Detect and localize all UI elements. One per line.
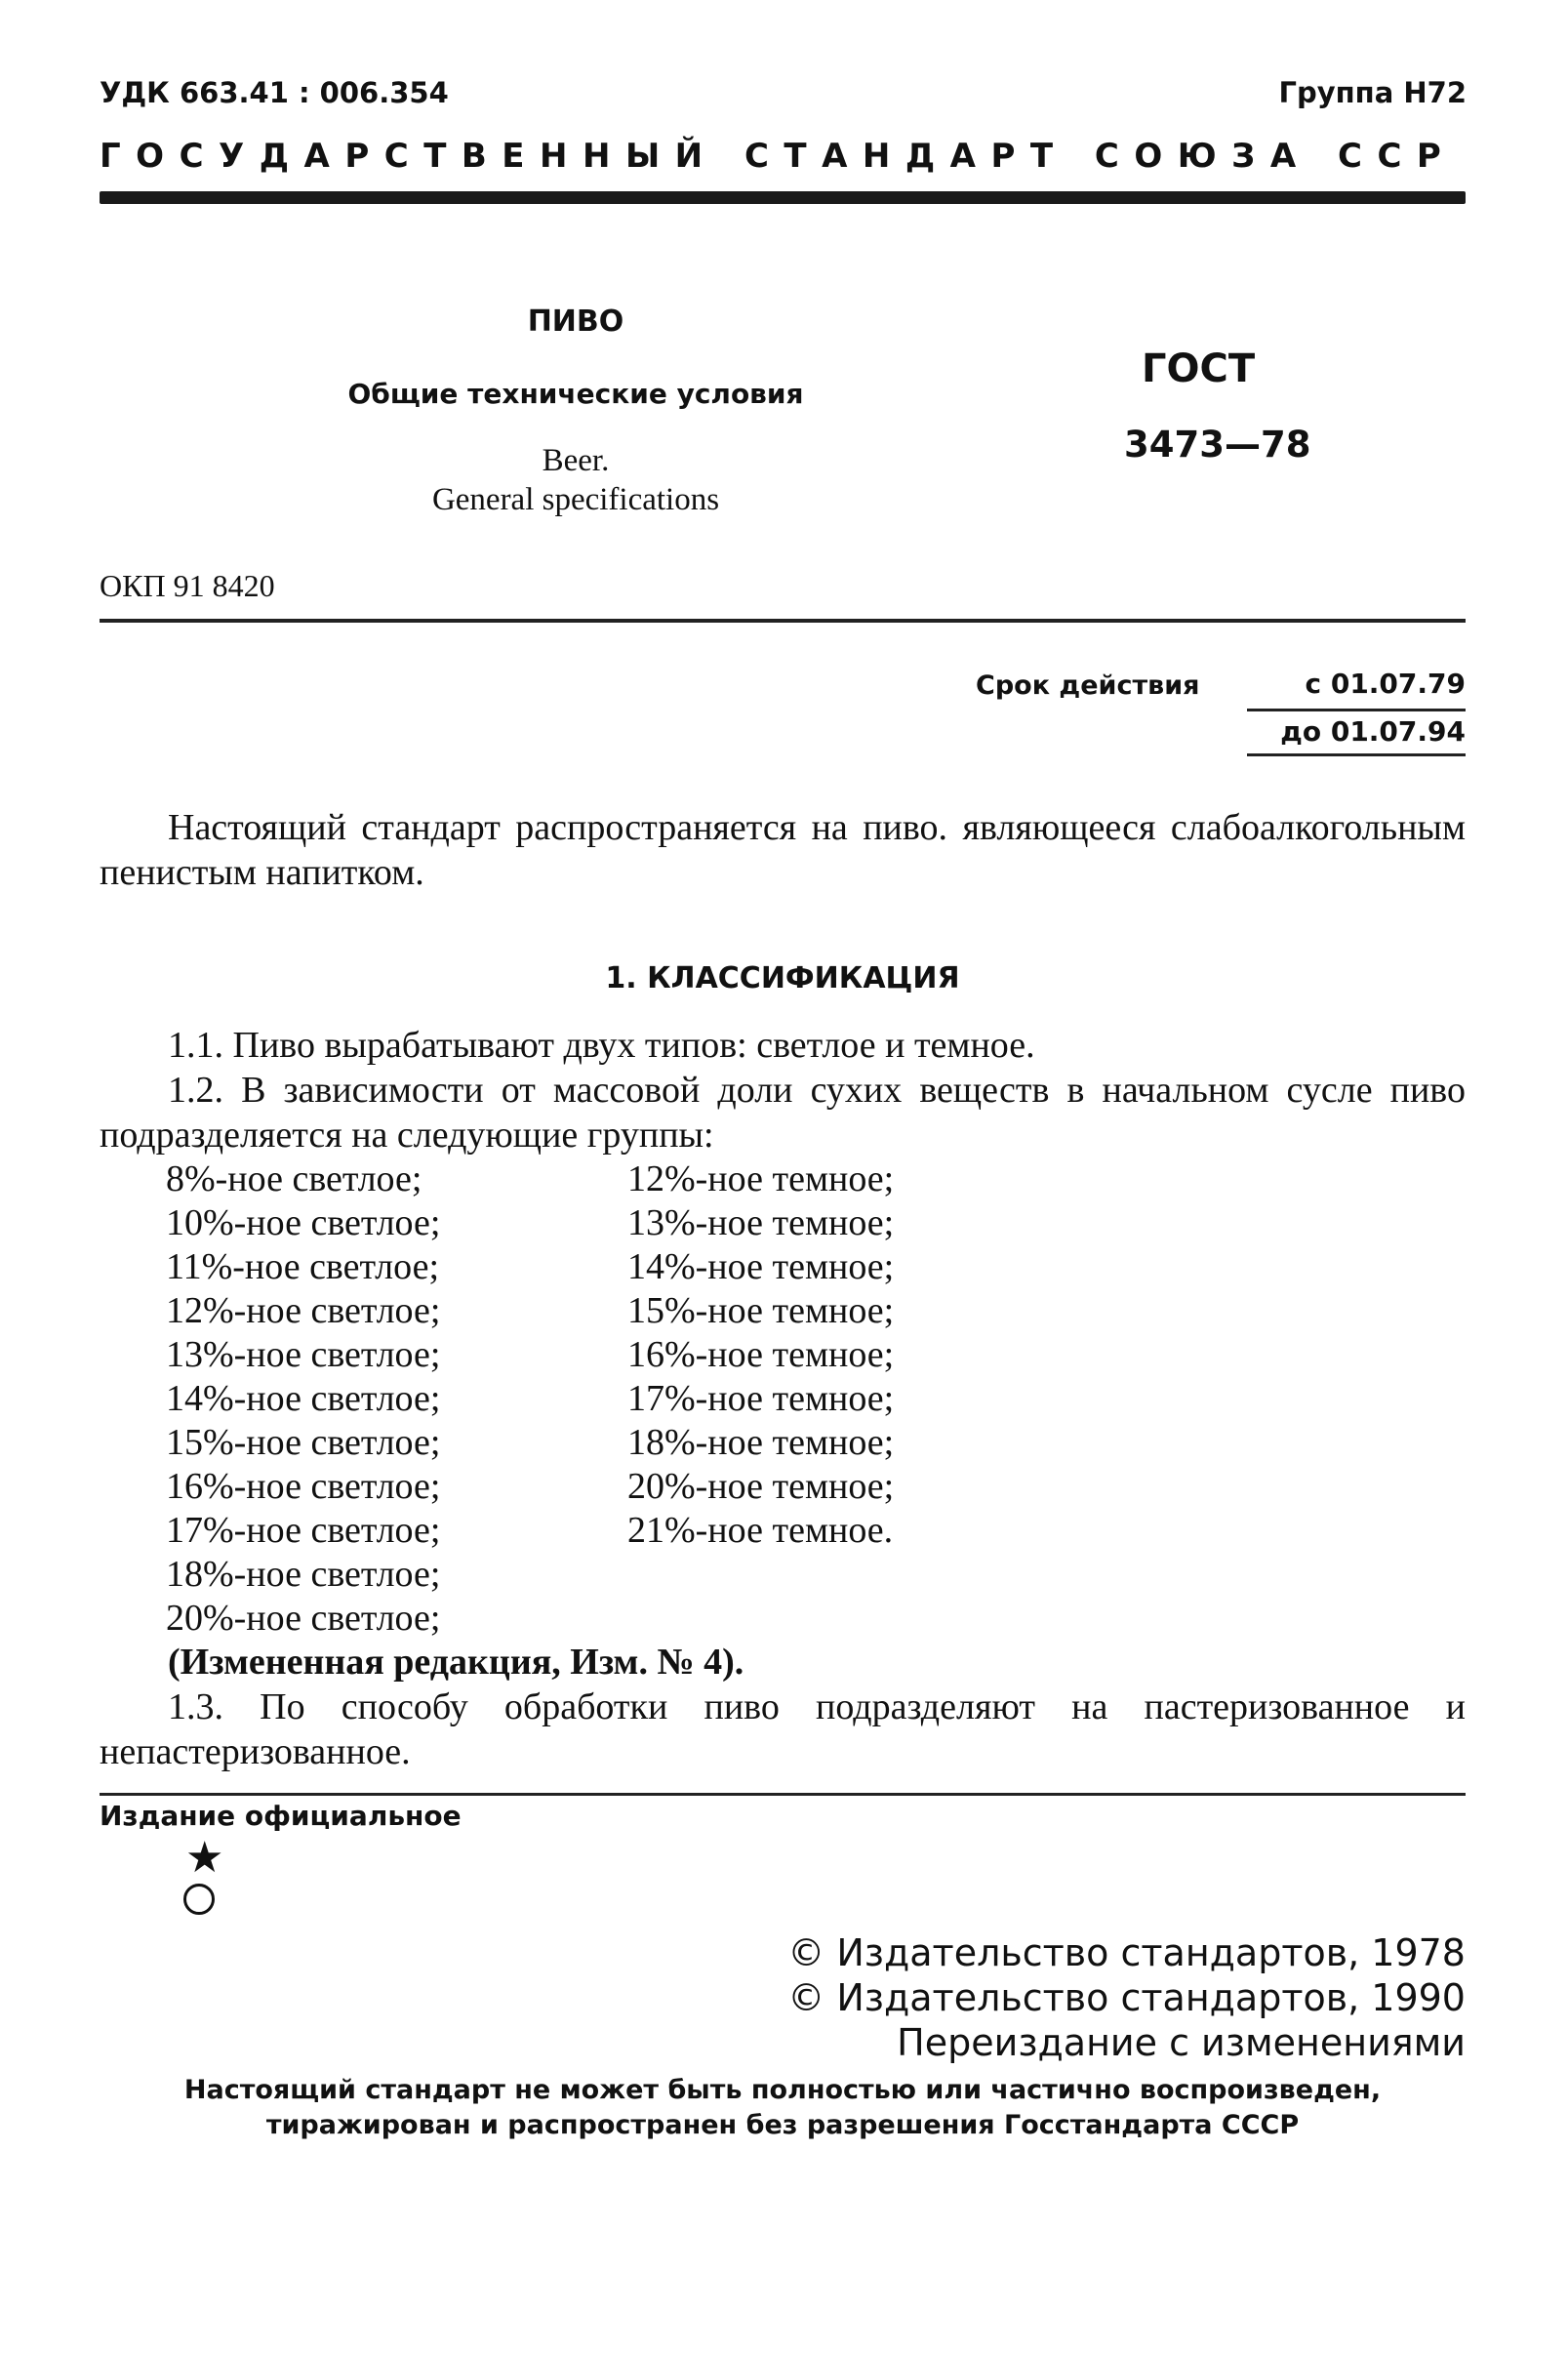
section-heading: 1. КЛАССИФИКАЦИЯ (605, 961, 960, 995)
list-item: 15%-ное светлое; (166, 1422, 441, 1463)
list-item: 10%-ное светлое; (166, 1202, 441, 1243)
list-item: 14%-ное светлое; (166, 1378, 441, 1419)
clause-1-2: 1.2. В зависимости от массовой доли сухих веществ в начальном сусле пиво подразделяется на следующие группы: (100, 1070, 1466, 1156)
reproduction-notice: Настоящий стандарт не может быть полностью или частично воспроизведен, тиражирован и распространен без разрешения Госстандарта СССР (183, 2075, 1382, 2140)
circle-icon (183, 1884, 215, 1915)
validity-from: с 01.07.79 (1305, 668, 1466, 700)
copyright-1978: © Издательство стандартов, 1978 (787, 1931, 1466, 1974)
list-item: 20%-ное темное; (627, 1466, 895, 1507)
english-title: Beer. (542, 443, 610, 478)
list-item: 11%-ное светлое; (166, 1246, 440, 1287)
state-standard-title: ГОСУДАРСТВЕННЫЙ СТАНДАРТ СОЮЗА ССР (100, 137, 1457, 176)
validity-underline (1247, 753, 1466, 756)
list-item: 20%-ное светлое; (166, 1598, 441, 1639)
validity-underline (1247, 709, 1466, 711)
list-item: 13%-ное светлое; (166, 1334, 441, 1375)
footer-divider (100, 1793, 1466, 1796)
divider (100, 619, 1466, 623)
list-item: 21%-ное темное. (627, 1510, 894, 1551)
list-item: 15%-ное темное; (627, 1290, 895, 1331)
amendment-note: (Измененная редакция, Изм. № 4). (168, 1642, 744, 1683)
validity-label: Срок действия (976, 670, 1200, 701)
star-icon: ★ (185, 1834, 224, 1882)
list-item: 16%-ное темное; (627, 1334, 895, 1375)
clause-1-1: 1.1. Пиво вырабатывают двух типов: светлое и темное. (168, 1025, 1035, 1066)
reissue-note: Переиздание с изменениями (897, 2021, 1466, 2064)
list-item: 18%-ное темное; (627, 1422, 895, 1463)
list-item: 12%-ное темное; (627, 1158, 895, 1199)
list-item: 14%-ное темное; (627, 1246, 895, 1287)
edition-label: Издание официальное (100, 1800, 462, 1832)
list-item: 12%-ное светлое; (166, 1290, 441, 1331)
gost-label: ГОСТ (1142, 346, 1256, 391)
okp-code: ОКП 91 8420 (100, 568, 275, 603)
list-item: 18%-ное светлое; (166, 1554, 441, 1595)
title-block (293, 304, 859, 519)
light-beer-groups (166, 1157, 440, 1641)
validity-to: до 01.07.94 (1280, 715, 1466, 748)
list-item: 8%-ное светлое; (166, 1158, 422, 1199)
dark-beer-groups (627, 1157, 894, 1553)
header-divider (100, 191, 1466, 204)
copyright-1990: © Издательство стандартов, 1990 (787, 1976, 1466, 2019)
list-item: 13%-ное темное; (627, 1202, 895, 1243)
document-subtitle: Общие технические условия (347, 378, 804, 410)
list-item: 17%-ное темное; (627, 1378, 895, 1419)
udk-code: УДК 663.41 : 006.354 (100, 76, 449, 109)
list-item: 16%-ное светлое; (166, 1466, 441, 1507)
document-title: ПИВО (527, 304, 624, 339)
english-subtitle: General specifications (431, 482, 720, 517)
clause-1-3: 1.3. По способу обработки пиво подразделяют на пастеризованное и непастеризованное. (100, 1686, 1466, 1772)
list-item: 17%-ное светлое; (166, 1510, 441, 1551)
group-code: Группа Н72 (1278, 76, 1467, 109)
copyright-block (787, 1930, 1466, 2065)
intro-paragraph: Настоящий стандарт распространяется на пиво. являющееся слабоалкогольным пенистым напитком. (100, 807, 1466, 893)
gost-number: 3473—78 (1124, 424, 1311, 466)
